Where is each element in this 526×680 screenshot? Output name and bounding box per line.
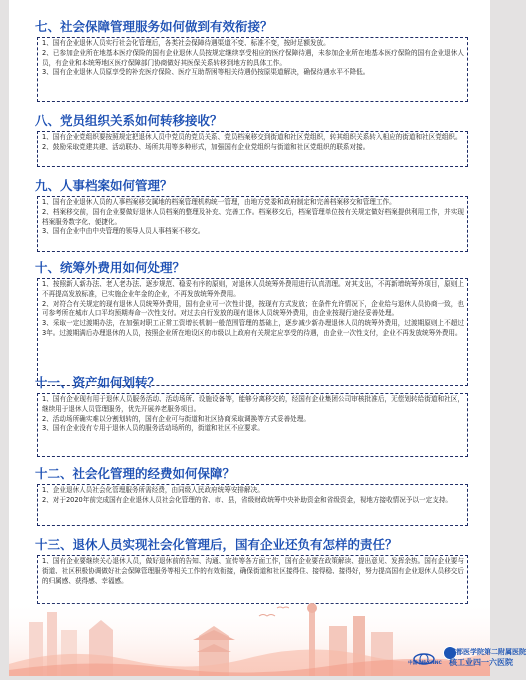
hospital-name-line-1: 成都医学院第二附属医院 (449, 648, 526, 656)
cnnc-logo-text: 中国中核 CNNC (408, 661, 442, 666)
section-12-box (37, 484, 468, 526)
section-9-para-1: 1、国有企业退休人员的人事档案移交属地的档案管理机构统一管理，由地方党委和政府制定和完善档案移交和管理工作。 (42, 198, 396, 206)
section-11-para-1: 1、国有企业现有用于退休人员服务活动、活动场所、设施设备等，能够分离移交的，经国有企业集团公司审核批准后，无偿划转给街道和社区，继续用于退休人员管理服务，优先开展养老服务项目。 (42, 395, 464, 413)
section-11-para-2: 2、活动场所确实难以分割划转的，国有企业可与街道和社区协商采取调换等方式妥善处理。 (42, 414, 310, 423)
section-10-para-2: 2、对符合有关规定的现有退休人员统筹外费用，国有企业可一次性计提，按现有方式发放；在条件允许情况下，企业给与退休人员协商一致，也可参考所在城市人口平均预期寿命一次性支付。对过去自行发放的现有退休人员统筹外费用，由企业按现行途径妥善处理。 (42, 299, 464, 318)
section-9-para-3: 3、国有企业中由中央管理的领导人员人事档案不移交。 (42, 227, 205, 236)
section-11-box (37, 393, 468, 457)
hospital-name-line-2: 核工业四一六医院 (449, 658, 513, 667)
section-9-box (37, 196, 468, 252)
section-7-para-2: 2、已参加企业所在地基本医疗保险的国有企业退休人员按规定继续享受相应的医疗保障待遇，未参加企业所在地基本医疗保险的国有企业退休人员，有企业和本统筹地区医疗保障部门协商做好其医保关系转移到地方的具体工作。 (42, 48, 464, 67)
section-8-box (37, 131, 468, 167)
section-10-box (37, 278, 468, 386)
section-7-heading: 七、社会保障管理服务如何做到有效衔接？ (35, 19, 273, 34)
section-9-heading: 九、人事档案如何管理？ (35, 178, 173, 193)
section-7-para-1: 1、国有企业退休人员实行社会化管理后，各类社会保障待遇渠道不变、标准不变，按时足额发放。 (42, 39, 330, 47)
section-12-para-1: 1、企业退休人员社会化管理服务所需经费，由同级人民政府统筹安排解决。 (42, 486, 264, 494)
section-10-para-1: 1、按照新人新办法、老人老办法、逐步规范、稳妥有序的原则，对退休人员统筹外费用进行认真清理。对其支出，不再新增统筹外项目，原则上不再提高发放标准，已实施企业年金的企业，不再发放统筹外费用。 (42, 280, 464, 298)
section-13-para-1: 1、国有企业要继续关心退休人员，做好退休前的告知、沟通、宣传等各方面工作，国有企业要在政策解读、提出意见、发挥余热。国有企业要与街道、社区积极协调做好社会保障管理服务等相关工作的有效衔接，确保街道和社区接得住、接得稳、接得好，努力提高国有企业退休人员移交后的归属感、获得感、幸福感。 (42, 557, 464, 585)
document-page (9, 0, 526, 676)
section-11-heading: 十一、资产如何划转？ (35, 375, 161, 390)
section-7-para-3: 3、国有企业退休人员原享受的补充医疗保险、医疗互助帮困等相关待遇仍按原渠道解决，确保待遇水平不降低。 (42, 68, 370, 77)
section-11-para-3: 3、国有企业没有专用于退休人员的服务活动场所的，街道和社区不应要求。 (42, 424, 264, 433)
footer-decoration (9, 560, 526, 676)
section-7-box (37, 37, 468, 102)
section-13-heading: 十三、退休人员实现社会化管理后，国有企业还负有怎样的责任？ (35, 537, 398, 552)
section-8-para-2: 2、鼓励采取党建共建、活动联办、场所共用等多种形式，加强国有企业党组织与街道和社区党组织的联系对接。 (42, 142, 370, 151)
section-12-para-2: 2、对于2020年前完成国有企业退休人员社会化管理的省、市、县，省级财政统筹中央补助资金和省级资金，视地方接收情况予以一定支持。 (42, 495, 453, 504)
section-9-para-2: 2、档案移交前，国有企业要做好退休人员档案的整理及补充、完善工作。档案移交后，档案管理单位按有关规定做好档案提供利用工作，并实现档案服务数字化、便捷化。 (42, 207, 464, 226)
section-8-para-1: 1、国有企业党组织要按照规定把退休人员中党员的党员关系、党员档案移交到街道和社区党组织，转其组织关系转入相应的街道和社区党组织。 (42, 133, 462, 141)
section-10-heading: 十、统筹外费用如何处理？ (35, 260, 186, 275)
section-12-heading: 十二、社会化管理的经费如何保障？ (35, 466, 236, 481)
section-8-heading: 八、党员组织关系如何转移接收？ (35, 113, 223, 128)
section-10-para-3: 3、采取一定过渡期办法，在加强对职工正常工资增长机制一般范围管理的基础上，逐步减少新办理退休人员的统筹外费用，过渡期原则上不超过3年。过渡期满后办理退休的人员，按照企业所在地设区的市级以上政府有关规定应享受的待遇，由企业一次性支付，企业不再发放统筹外费用。 (42, 319, 464, 337)
